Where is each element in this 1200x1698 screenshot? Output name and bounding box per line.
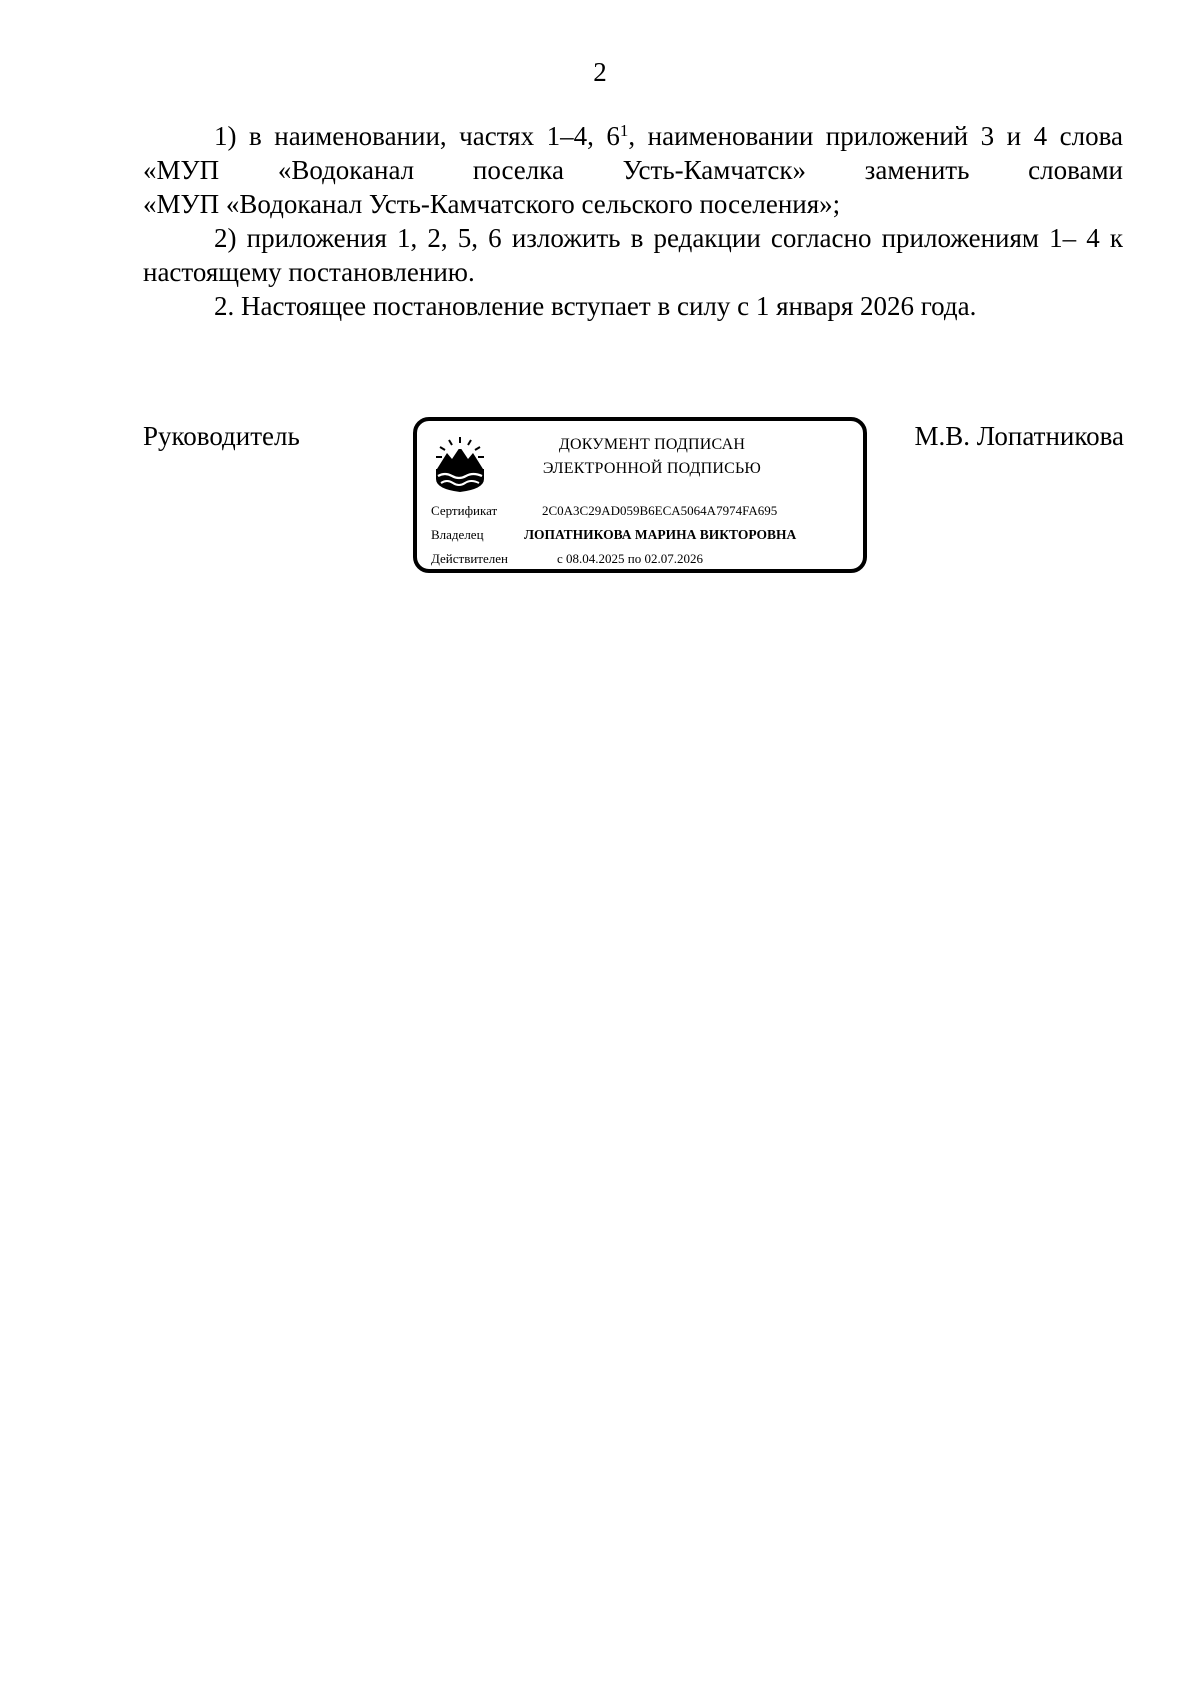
electronic-signature-stamp [413, 417, 867, 573]
paragraph-item-2-line-1: 2) приложения 1, 2, 5, 6 изложить в редакции согласно приложениям 1– 4 к [214, 223, 1123, 253]
coat-of-arms-icon [432, 435, 488, 493]
certificate-label: Сертификат [431, 503, 498, 518]
stamp-heading [507, 433, 797, 481]
page-number: 2 [593, 57, 607, 87]
stamp-heading-line-1: ДОКУМЕНТ ПОДПИСАН [558, 436, 746, 453]
stamp-validity-row [431, 550, 703, 568]
paragraph-item-1-line-1 [143, 119, 1123, 153]
paragraph-item-1-line-2: «МУП «Водоканал поселка Усть-Камчатск» заменить словами [143, 155, 1123, 185]
stamp-owner-row [431, 526, 797, 544]
document-body [143, 119, 1123, 323]
line-1-text-before: 1) в наименовании, частях 1–4, 6 [214, 121, 620, 151]
line-1-text-after: , наименовании приложений 3 и 4 слова [628, 121, 1123, 151]
paragraph-effective-date [143, 289, 1123, 323]
certificate-value: 2C0A3C29AD059B6ECA5064A7974FA695 [542, 503, 778, 518]
signer-name: М.В. Лопатникова [914, 421, 1124, 451]
validity-label: Действителен [431, 551, 508, 566]
stamp-heading-line-2: ЭЛЕКТРОННОЙ ПОДПИСЬЮ [542, 460, 762, 477]
paragraph-item-1 [143, 119, 1123, 221]
stamp-certificate-row [431, 502, 778, 520]
owner-value: ЛОПАТНИКОВА МАРИНА ВИКТОРОВНА [524, 527, 797, 542]
validity-value: с 08.04.2025 по 02.07.2026 [557, 551, 703, 566]
paragraph-effective-date-text: 2. Настоящее постановление вступает в силу с 1 января 2026 года. [214, 291, 977, 321]
signer-title: Руководитель [143, 421, 300, 451]
owner-label: Владелец [431, 527, 484, 542]
paragraph-item-2 [143, 221, 1123, 289]
paragraph-item-2-line-2: настоящему постановлению. [143, 257, 475, 287]
paragraph-item-1-line-3: «МУП «Водоканал Усть-Камчатского сельского поселения»; [143, 189, 841, 219]
superscript-marker: 1 [619, 121, 629, 140]
